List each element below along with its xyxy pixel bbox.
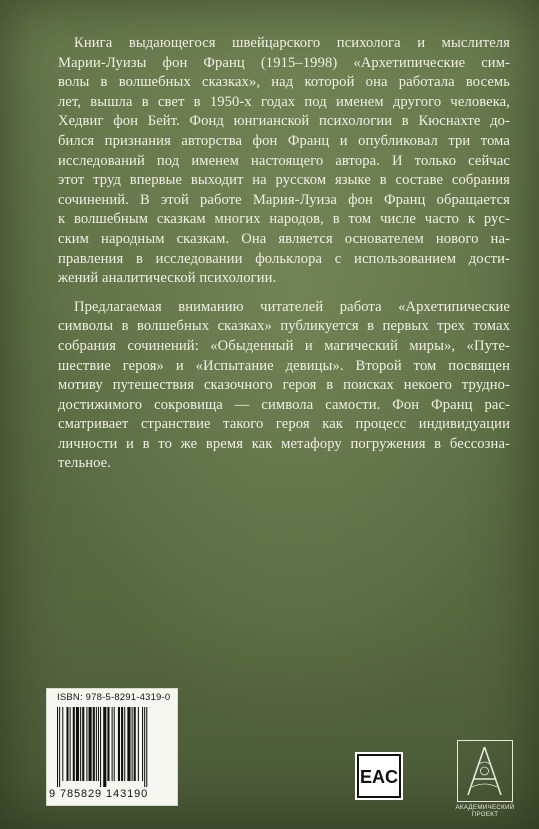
barcode-bar [59,707,60,787]
barcode-bar [144,707,145,787]
barcode-bar [142,707,143,781]
paragraph-gap [58,289,510,298]
isbn-barcode [46,688,178,806]
barcode-bar [73,707,75,781]
text-line: Хедвиг фон Бейт. Фонд юнгианской психологии в Кюснахте до- [58,113,510,130]
text-line: исследований под именем настоящего автора. И только сейчас [58,152,510,169]
text-line: личности и в то же время как метафору погружения в бессозна- [58,435,510,452]
barcode-bar [124,707,125,781]
barcode-bar [82,707,84,781]
text-line: этот труд впервые выходит на русском языке в составе собрания [58,172,510,189]
text-line: Марии-Луизы фон Франц (1915–1998) «Архетипические сим- [58,54,510,71]
text-line: правления в исследовании фольклора с использованием дости- [58,250,510,267]
text-line: мотиву путешествия сказочного героя в поисках некоего трудно- [58,377,510,394]
barcode-bar [93,707,95,781]
barcode-bar [112,707,113,781]
annotation-paragraph-2 [58,298,510,474]
barcode-bar [89,707,92,781]
barcode-bar [80,707,81,781]
barcode-bar [127,707,130,781]
barcode-bar [98,707,99,781]
text-line: жений аналитической психологии. [58,270,277,287]
publisher-name-line: АКАДЕМИЧЕСКИЙ [455,804,515,811]
barcode-bar [100,707,101,787]
text-line: тельное. [58,455,112,472]
barcode-bar [118,707,120,781]
publisher-logo-icon [457,740,513,802]
eac-certification-mark [355,752,403,800]
text-line: к волшебным сказкам многих народов, в том числе часто к рус- [58,211,510,228]
barcode-bar [70,707,71,781]
barcode-bar [138,707,139,781]
text-line: волы в волшебных сказках», над которой она работала восемь [58,74,510,91]
text-line: Книга выдающегося швейцарского психолога и мыслителя [74,35,510,51]
annotation-text [58,34,510,474]
text-line: достижимого сокровища — символа самости. Фон Франц рас- [58,396,510,413]
barcode-bar [146,707,147,787]
barcode-digits: 9 785829 143190 [49,788,149,800]
publisher-name-line: ПРОЕКТ [471,811,499,819]
barcode-bar [134,707,136,781]
barcode-bar [132,707,133,781]
text-line: ским народным сказкам. Она является основателем нового на- [58,230,510,247]
barcode-bar [96,707,97,781]
barcode-bar [121,707,123,781]
annotation-paragraph-1 [58,34,510,289]
text-line: бился признания авторства фон Франц и опубликовал три тома [58,132,510,149]
barcode-bar [66,707,68,781]
barcode-bar [103,707,106,787]
publisher-name [448,804,522,818]
text-line: лет, вышла в свет в 1950-х годах под именем другого человека, [58,93,510,110]
barcode-bar [86,707,87,781]
text-line: собрания сочинений: «Обыденный и магический миры», «Путе- [58,337,510,354]
barcode-bars [55,707,169,787]
text-line: сматривает странствие такого героя как процесс индивидуации [58,416,510,433]
barcode-bar [107,707,109,781]
isbn-label: ISBN: 978-5-8291-4319-0 [57,692,171,703]
text-line: символы в волшебных сказках» публикуется в первых трех томах [58,318,510,335]
text-line: сочинений. В этой работе Мария-Луиза фон Франц обращается [58,191,510,208]
text-line: шествие героя» и «Испытание девицы». Второй том посвящен [58,357,510,374]
text-line: Предлагаемая вниманию читателей работа «Архетипические [74,298,510,315]
publisher-imprint [448,740,522,822]
barcode-bar [57,707,58,787]
barcode-bar [62,707,63,781]
barcode-bar [114,707,115,781]
eac-mark-text: EAC [359,767,399,787]
barcode-bar [76,707,79,781]
